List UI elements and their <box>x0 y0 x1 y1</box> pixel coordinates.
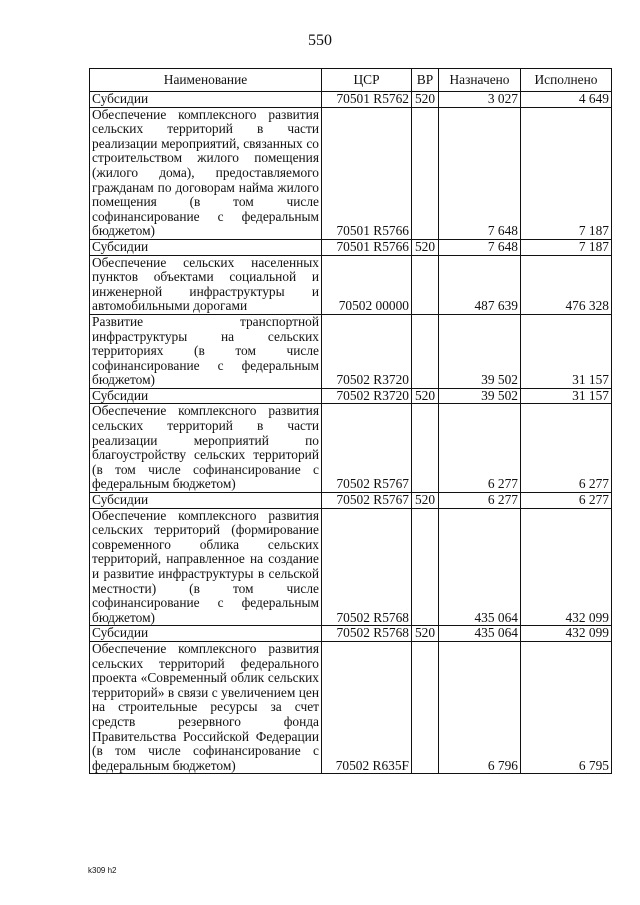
cell-executed: 6 795 <box>521 641 612 773</box>
cell-name: Обеспечение сельских населенных пунктов объектами социальной и инженерной инфраструктуры и автомобильными дорогами <box>90 255 322 314</box>
cell-executed: 6 277 <box>521 404 612 493</box>
cell-planned: 39 502 <box>439 314 521 388</box>
table-row <box>90 493 612 509</box>
cell-csr: 70502 R3720 <box>322 388 412 404</box>
table-row <box>90 239 612 255</box>
table-row <box>90 404 612 493</box>
cell-executed: 4 649 <box>521 92 612 108</box>
cell-csr: 70502 R5768 <box>322 626 412 642</box>
cell-name: Обеспечение комплексного развития сельских территорий в части реализации мероприятий, связанных со строительством жилого помещения (жилого дома), предоставляемого гражданам по договорам найма жилого помещения (в том числе софинансирование с федеральным бюджетом) <box>90 107 322 239</box>
cell-planned: 435 064 <box>439 508 521 626</box>
page-number: 550 <box>308 32 332 49</box>
cell-executed: 7 187 <box>521 239 612 255</box>
cell-name: Развитие транспортной инфраструктуры на сельских территориях (в том числе софинансирование с федеральным бюджетом) <box>90 314 322 388</box>
cell-planned: 6 796 <box>439 641 521 773</box>
cell-executed: 31 157 <box>521 314 612 388</box>
header-executed: Исполнено <box>521 69 612 92</box>
cell-planned: 7 648 <box>439 239 521 255</box>
cell-name: Обеспечение комплексного развития сельских территорий в части реализации мероприятий по благоустройству сельских территорий (в том числе софинансирование с федеральным бюджетом) <box>90 404 322 493</box>
table-row <box>90 92 612 108</box>
cell-name: Субсидии <box>90 388 322 404</box>
cell-executed: 476 328 <box>521 255 612 314</box>
cell-name: Субсидии <box>90 92 322 108</box>
cell-planned: 487 639 <box>439 255 521 314</box>
cell-vr <box>412 314 439 388</box>
cell-vr <box>412 508 439 626</box>
cell-csr: 70502 R3720 <box>322 314 412 388</box>
cell-vr: 520 <box>412 493 439 509</box>
cell-vr <box>412 107 439 239</box>
cell-planned: 39 502 <box>439 388 521 404</box>
cell-csr: 70501 R5762 <box>322 92 412 108</box>
cell-csr: 70502 R5768 <box>322 508 412 626</box>
cell-executed: 432 099 <box>521 508 612 626</box>
cell-planned: 6 277 <box>439 404 521 493</box>
footer-code: k309 h2 <box>88 866 117 875</box>
cell-planned: 6 277 <box>439 493 521 509</box>
cell-executed: 432 099 <box>521 626 612 642</box>
cell-name: Субсидии <box>90 493 322 509</box>
table-header-row <box>90 69 612 92</box>
header-planned: Назначено <box>439 69 521 92</box>
cell-csr: 70501 R5766 <box>322 107 412 239</box>
cell-vr: 520 <box>412 239 439 255</box>
cell-name: Обеспечение комплексного развития сельских территорий (формирование современного облика сельских территорий, направленное на создание и развитие инфраструктуры в сельской местности) (в том числе софинансирование с федеральным бюджетом) <box>90 508 322 626</box>
table-row <box>90 508 612 626</box>
cell-planned: 435 064 <box>439 626 521 642</box>
cell-executed: 31 157 <box>521 388 612 404</box>
cell-vr <box>412 255 439 314</box>
header-vr: ВР <box>412 69 439 92</box>
table-row <box>90 626 612 642</box>
table-row <box>90 255 612 314</box>
cell-csr: 70501 R5766 <box>322 239 412 255</box>
cell-executed: 6 277 <box>521 493 612 509</box>
cell-planned: 3 027 <box>439 92 521 108</box>
header-csr: ЦСР <box>322 69 412 92</box>
cell-csr: 70502 R5767 <box>322 493 412 509</box>
header-name: Наименование <box>90 69 322 92</box>
cell-name: Обеспечение комплексного развития сельских территорий федерального проекта «Современный облик сельских территорий» в связи с увеличением цен на строительные ресурсы за счет средств резервного фонда Правительства Российской Федерации (в том числе софинансирование с федеральным бюджетом) <box>90 641 322 773</box>
table-row <box>90 641 612 773</box>
cell-vr: 520 <box>412 388 439 404</box>
cell-csr: 70502 00000 <box>322 255 412 314</box>
cell-csr: 70502 R5767 <box>322 404 412 493</box>
cell-executed: 7 187 <box>521 107 612 239</box>
cell-csr: 70502 R635F <box>322 641 412 773</box>
cell-name: Субсидии <box>90 626 322 642</box>
cell-vr: 520 <box>412 92 439 108</box>
table-row <box>90 314 612 388</box>
budget-table <box>89 68 612 774</box>
cell-planned: 7 648 <box>439 107 521 239</box>
cell-vr <box>412 641 439 773</box>
cell-name: Субсидии <box>90 239 322 255</box>
cell-vr <box>412 404 439 493</box>
table-row <box>90 388 612 404</box>
table-row <box>90 107 612 239</box>
cell-vr: 520 <box>412 626 439 642</box>
